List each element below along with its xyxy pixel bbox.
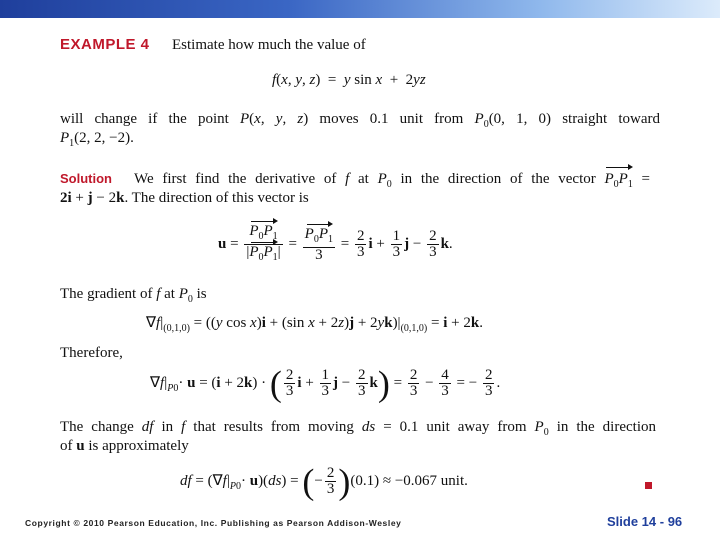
gradient-equation: $\nabla f|_{(0,1,0)} = ((y$ cos x)i + (sin $x + 2z)j + 2yk)|_{(0,1,0)} = i + 2k$. [146,315,483,334]
change-text-line1: The change df in f that results from moving ds = 0.1 unit away from $P_0$ in the direction [60,419,656,438]
change-text-line2: of u is approximately [60,438,189,454]
unit-vector-equation: u = $\frac{P_0P_1}{|P_0P_1|}$ = $\frac{P_0P_1}{3}$ = $\frac{2}{3}$ i + $\frac{1}{3}$ j − $\frac{2}{3}$ k. [218,223,453,263]
solution-text-line1: We first find the derivative of f at $P_0$ in the direction of the vector $P_0P_1$ = [134,170,650,194]
example-label: EXAMPLE 4 [60,36,150,53]
solution-text-line2: 2i + j − 2k. The direction of this vector is [60,190,309,206]
copyright-notice: Copyright © 2010 Pearson Education, Inc. Publishing as Pearson Addison-Wesley [25,518,402,528]
dot-product-equation: $\nabla f|_{P0}\cdot u = (i + 2k)$ · ( $\frac{2}{3}$ i + $\frac{1}{3}$ j − $\frac{2}{3}$ k) = $\frac{2}{3}$ − $\frac{4}{3}$ = − $\frac{2}{3}$ . [150,363,501,404]
df-equation: df = $(\nabla f|_{P0}\cdot u)(ds)$ = (− $\frac{2}{3}$ )(0.1) ≈ −0.067 unit. [180,461,468,502]
slide-number: Slide 14 - 96 [607,514,683,529]
end-of-example-marker [645,482,652,489]
therefore-text: Therefore, [60,345,123,361]
function-equation: f(x, y, z) = y sin x + 2yz [272,72,426,88]
example-text-line2: $P_1(2$, 2, −2). [60,130,134,149]
top-banner [0,0,720,18]
gradient-intro: The gradient of f at $P_0$ is [60,286,207,305]
solution-label: Solution [60,171,112,186]
example-prompt: Estimate how much the value of [172,37,366,53]
example-text-line1: will change if the point P(x, y, z) moves 0.1 unit from $P_0(0$, 1, 0) straight toward [60,111,661,130]
